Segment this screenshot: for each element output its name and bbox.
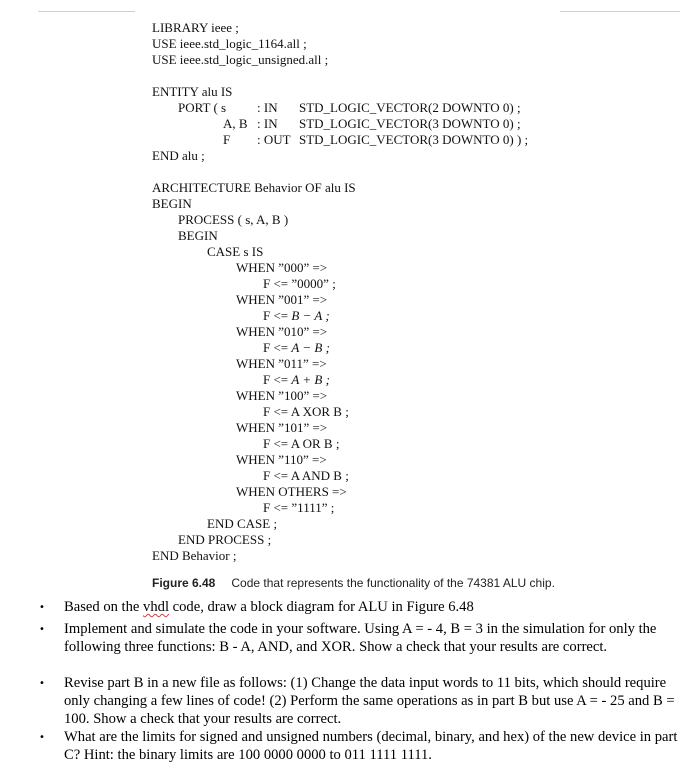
assign-expression: B − A ; [291, 308, 330, 323]
begin-line: BEGIN [152, 196, 192, 211]
library-line: LIBRARY ieee ; [152, 20, 239, 35]
figure-label: Figure 6.48 [152, 576, 216, 590]
task-item [64, 674, 678, 728]
when-line: WHEN ”001” => [236, 292, 328, 307]
assign-target: F <= [263, 468, 291, 483]
assign-expression: A − B ; [291, 340, 330, 355]
assign-target: F <= [263, 372, 292, 387]
task-text: Implement and simulate the code in your software. Using A = - 4, B = 3 in the simulation for only the following three functions: B - A, AND, and XOR. Show a check that your results are correct. [64, 621, 657, 655]
assign-target: F <= [263, 308, 292, 323]
task-item [64, 620, 678, 656]
port-type: STD_LOGIC_VECTOR(3 DOWNTO 0) ; [299, 116, 521, 131]
task-item [64, 728, 678, 764]
assign-target: F <= [263, 404, 291, 419]
bullet-icon: • [39, 678, 45, 689]
assign-expression: A OR B ; [290, 436, 340, 451]
task-item [64, 598, 678, 616]
when-line: WHEN OTHERS => [236, 484, 347, 499]
assign-expression: ”0000” ; [291, 276, 336, 291]
assign-line [263, 404, 349, 420]
end-case-line: END CASE ; [207, 516, 278, 531]
port-type: STD_LOGIC_VECTOR(3 DOWNTO 0) ) ; [299, 132, 529, 147]
when-line: WHEN ”101” => [236, 420, 328, 435]
assign-line [263, 276, 336, 292]
assign-expression: A + B ; [291, 372, 330, 387]
assign-target: F <= [263, 500, 292, 515]
entity-line: ENTITY alu IS [152, 84, 233, 99]
assign-line [263, 340, 330, 356]
when-line: WHEN ”100” => [236, 388, 328, 403]
assign-line [263, 500, 334, 516]
port-mode: : IN [257, 100, 278, 115]
bullet-icon: • [39, 732, 45, 743]
process-line: PROCESS ( s, A, B ) [178, 212, 289, 227]
task-text: Based on the [64, 599, 144, 615]
task-text: What are the limits for signed and unsigned numbers (decimal, binary, and hex) of the new device in part C? Hint: the binary limits are 100 0000 0000 to 011 1111 1111. [64, 729, 678, 763]
assign-expression: A XOR B ; [290, 404, 349, 419]
case-line: CASE s IS [207, 244, 264, 259]
assign-expression: A AND B ; [290, 468, 349, 483]
figure-caption-text: Code that represents the functionality of the 74381 ALU chip. [231, 576, 555, 590]
assign-target: F <= [263, 340, 292, 355]
library-line: USE ieee.std_logic_1164.all ; [152, 36, 307, 51]
assign-line [263, 308, 330, 324]
bullet-icon: • [39, 602, 45, 613]
port-name: F [223, 132, 231, 147]
assign-expression: ”1111” ; [291, 500, 335, 515]
when-line: WHEN ”010” => [236, 324, 328, 339]
process-begin-line: BEGIN [178, 228, 218, 243]
assign-line [263, 436, 339, 452]
port-mode: : OUT [257, 132, 291, 147]
figure-caption [152, 576, 555, 590]
port-open: PORT ( s [178, 100, 227, 115]
architecture-line: ARCHITECTURE Behavior OF alu IS [152, 180, 356, 195]
when-line: WHEN ”110” => [236, 452, 327, 467]
bullet-icon: • [39, 624, 45, 635]
assign-target: F <= [263, 436, 291, 451]
assign-line [263, 372, 330, 388]
spellcheck-flagged-word: vhdl [143, 599, 169, 615]
library-line: USE ieee.std_logic_unsigned.all ; [152, 52, 329, 67]
end-entity-line: END alu ; [152, 148, 205, 163]
task-text: Revise part B in a new file as follows: (1) Change the data input words to 11 bits, which should require only changing a few lines of code! (2) Perform the same operations as in part B but use A = - 25 and B = 100. Show a check that your results are correct. [64, 675, 675, 727]
task-text: code, draw a block diagram for ALU in Figure 6.48 [169, 599, 474, 615]
when-line: WHEN ”011” => [236, 356, 327, 371]
assign-target: F <= [263, 276, 292, 291]
port-name: A, B [223, 116, 248, 131]
when-line: WHEN ”000” => [236, 260, 328, 275]
port-type: STD_LOGIC_VECTOR(2 DOWNTO 0) ; [299, 100, 521, 115]
port-mode: : IN [257, 116, 278, 131]
assign-line [263, 468, 349, 484]
end-arch-line: END Behavior ; [152, 548, 237, 563]
end-process-line: END PROCESS ; [178, 532, 272, 547]
